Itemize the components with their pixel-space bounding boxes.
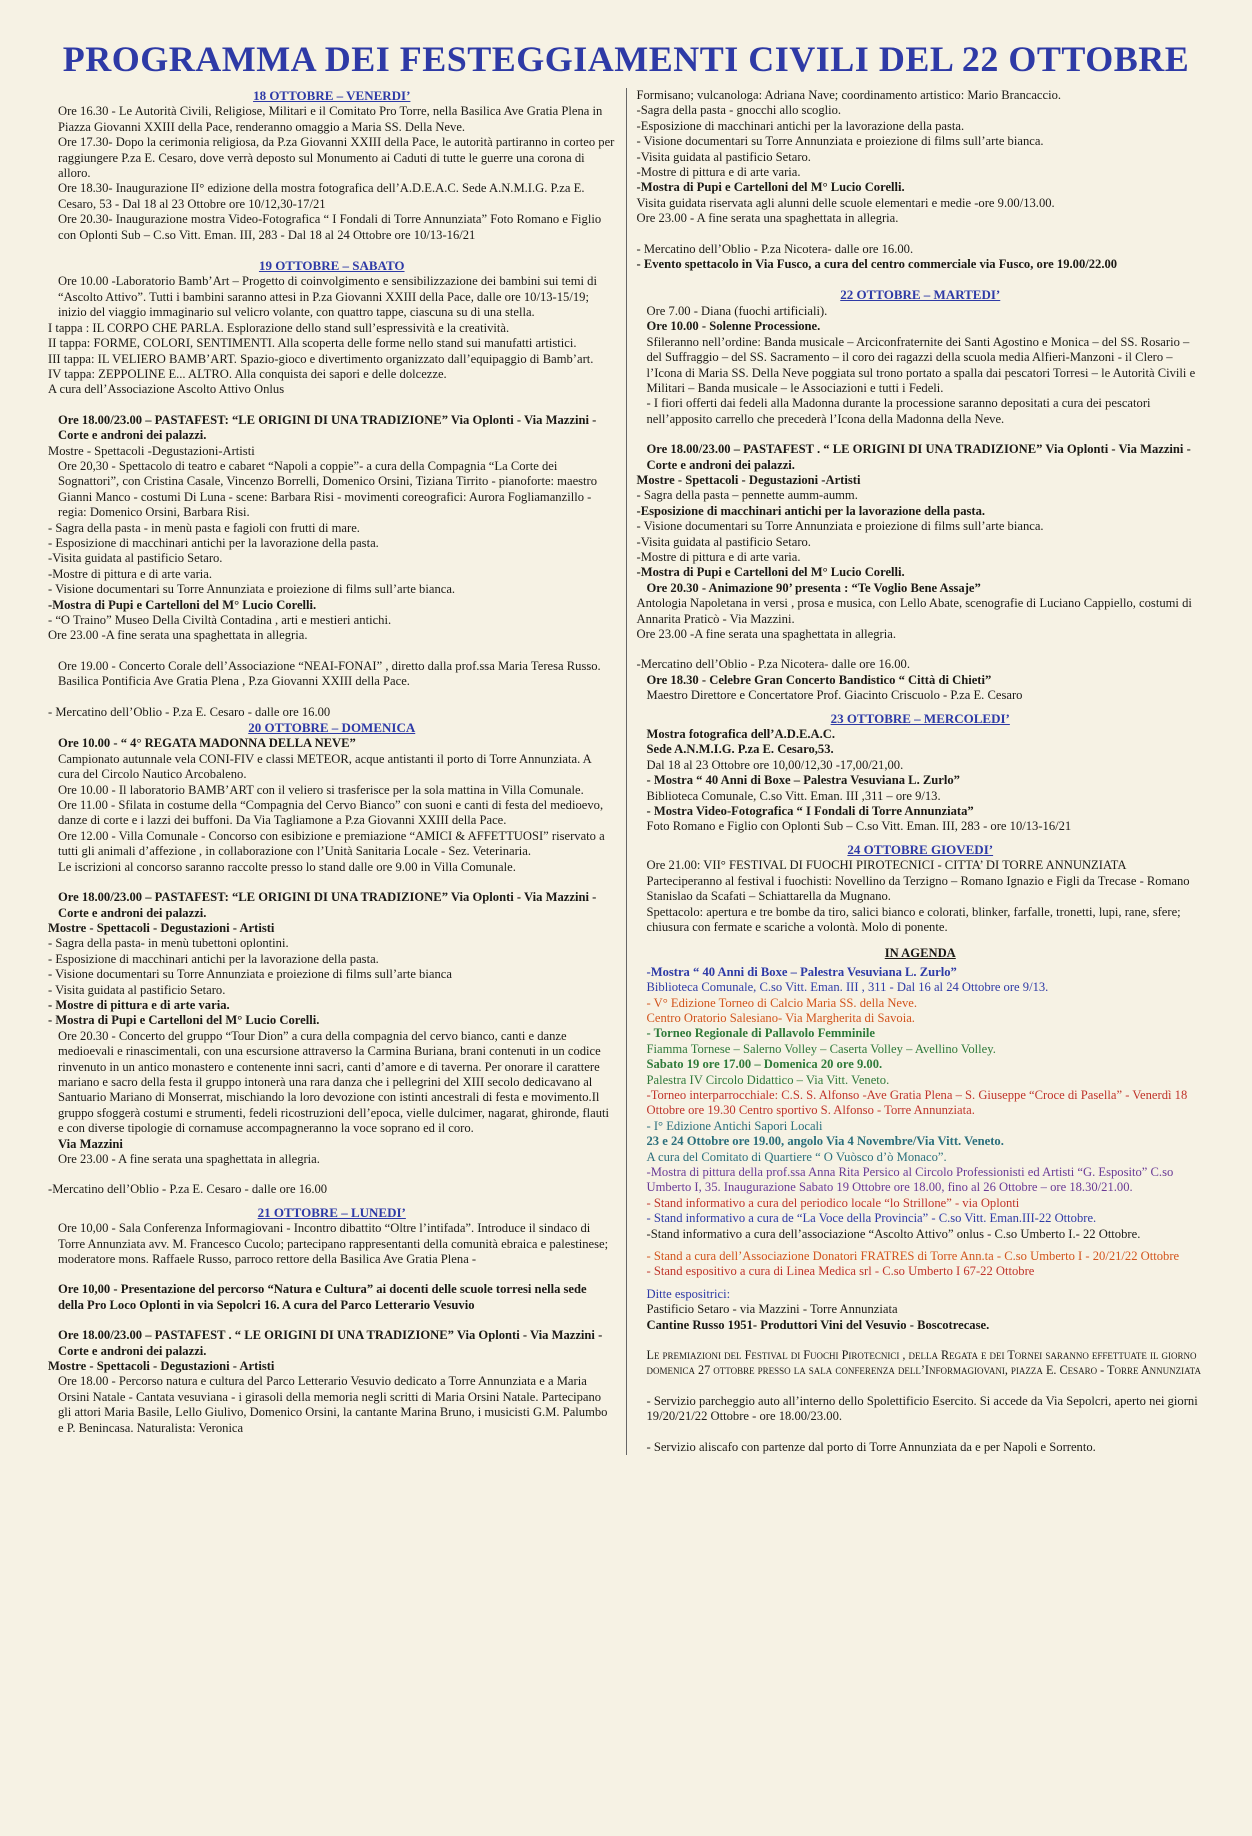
item: Parteciperanno al festival i fuochisti: Novellino da Terzigno – Romano Ignazio e Figli da Trecase - Romano Stanislao da Scafati – Schiattarella da Mugnano. xyxy=(646,873,1190,904)
agenda-stand-linea-medica: - Stand espositivo a cura di Linea Medica srl - C.so Umberto I 67-22 Ottobre xyxy=(646,1264,1035,1279)
day-heading-23: 23 OTTOBRE – MERCOLEDI’ xyxy=(830,710,1010,726)
item: - Mostra “ 40 Anni di Boxe – Palestra Vesuviana L. Zurlo” xyxy=(646,773,960,788)
premiazioni-note: Le premiazioni del Festival di Fuochi Pirotecnici , della Regata e dei Tornei saranno effettuate il giorno domenica 27 ottobre presso la sala conferenza dell’Informagiovani, piazza E. Cesaro - Torre Annunziata xyxy=(646,1348,1201,1378)
agenda-torneo-interparrocchiale: -Torneo interparrocchiale: C.S. S. Alfonso -Ave Gratia Plena – S. Giuseppe “Croce di Pasella” - Venerdì 18 Ottobre ore 19.30 Centro sportivo S. Alfonso - Torre Annunziata. xyxy=(646,1087,1188,1118)
aliscafo-note: - Servizio aliscafo con partenze dal porto di Torre Annunziata da e per Napoli e Sorrento. xyxy=(646,1439,1096,1454)
agenda-boxe: -Mostra “ 40 Anni di Boxe – Palestra Vesuviana L. Zurlo” xyxy=(646,964,957,979)
item: Mostre - Spettacoli - Degustazioni - Artisti xyxy=(48,1359,275,1374)
item: Sede A.N.M.I.G. P.za E. Cesaro,53. xyxy=(646,742,834,757)
item: - Sagra della pasta – pennette aumm-aumm. xyxy=(636,488,858,503)
item: - Visione documentari su Torre Annunziata e proiezione di films sull’arte bianca. xyxy=(48,582,456,597)
item: Ore 23.00 -A fine serata una spaghettata in allegria. xyxy=(636,627,896,641)
item: Visita guidata riservata agli alunni delle scuole elementari e medie -ore 9.00/13.00. xyxy=(636,195,1055,210)
item: -Mostra di Pupi e Cartelloni del M° Lucio Corelli. xyxy=(636,565,905,580)
item: - Esposizione di macchinari antichi per la lavorazione della pasta. xyxy=(48,535,379,550)
item: -Mostre di pittura e di arte varia. xyxy=(48,566,213,581)
tappa-3: III tappa: IL VELIERO BAMB’ART. Spazio-gioco e divertimento organizzato dall’equipaggio di Bamb’art. xyxy=(48,351,594,366)
pastafest-20: Ore 18.00/23.00 – PASTAFEST: “LE ORIGINI DI UNA TRADIZIONE” Via Oplonti - Via Mazzini - Corte e androni dei palazzi. xyxy=(58,890,597,920)
item: Sfileranno nell’ordine: Banda musicale – Arciconfraternite dei Santi Agostino e Monica – del SS. Rosario – del Suffraggio – del SS. Sacramento – il coro dei ragazzi della scuola media Alfieri-Manzoni - il Clero – l’Icona di Maria SS. Della Neve poggiata sul trono portato a spalla dai pescatori Torresi – le Autorità Civili e Militari – Banda musicale – le Associazioni e tutti i Fedeli. xyxy=(646,334,1196,395)
ditte-heading: Ditte espositrici: xyxy=(646,1286,731,1301)
event-fuochi: Ore 21.00: VII° FESTIVAL DI FUOCHI PIROTECNICI - CITTA’ DI TORRE ANNUNZIATA xyxy=(646,858,1127,873)
item: Mostre - Spettacoli - Degustazioni -Artisti xyxy=(636,472,861,487)
item: Ore 11.00 - Sfilata in costume della “Compagnia del Cervo Bianco” con suoni e canti di festa del medioevo, danze di corte e i lazzi dei buffoni. Da Via Tagliamone a P.za Giovanni XXIII della Pace. xyxy=(58,798,604,828)
event-bambart: Ore 10.00 -Laboratorio Bamb’Art – Progetto di coinvolgimento e sensibilizzazione dei bambini sui temi di “Ascolto Attivo”. Tutti i bambini saranno attesi in P.za Giovanni XXIII della Pace, dalle ore 10/13-15/19; inizio del viaggio immaginario sul velicro volante, con quattro tappe, ciascuna su di una stella. xyxy=(58,274,597,320)
item: -Mercatino dell’Oblio - P.za Nicotera- dalle ore 16.00. xyxy=(636,657,910,672)
tappa-1: I tappa : IL CORPO CHE PARLA. Esplorazione dello stand sull’espressività e la creatività. xyxy=(48,320,510,335)
parcheggio-note: - Servizio parcheggio auto all’interno dello Spolettificio Esercito. Si accede da Via Sepolcri, aperto nei giorni 19/20/21/22 Ottobre - ore 18.00/23.00. xyxy=(646,1393,1198,1424)
item: Mostra fotografica dell’A.D.E.A.C. xyxy=(646,727,836,742)
event-tour-dion: Ore 20.30 - Concerto del gruppo “Tour Dion” a cura della compagnia del cervo bianco, canti e danze medioevali e rinascimentali, con una escursione attraverso la Carmina Buriana, brani contenuti in un codice rinvenuto in un antico monastero e contenente inni sacri, canti d’amore e di taverna. Per onorare il carattere mariano e sacro della festa il gruppo intonerà una rara danza che i pellegrini del XIII secolo dedicavano al Santuario Mariano di Monserrat, mischiando la loro devozione con istinti ancestrali di festa e movimento.Il gruppo sfoggerà costumi e strumenti, fedeli ricostruzioni dell’epoca, vielle dulcimer, nagarat, ghironde, flauti e con diverse tipologie di cornamuse accompagneranno la voce soprano ed il coro. xyxy=(58,1028,609,1136)
day-heading-21: 21 OTTOBRE – LUNEDI’ xyxy=(257,1204,406,1220)
agenda-boxe-place: Biblioteca Comunale, C.so Vitt. Eman. III , 311 - Dal 16 al 24 Ottobre ore 9/13. xyxy=(646,980,1049,995)
item: -Sagra della pasta - gnocchi allo scoglio. xyxy=(636,103,842,118)
agenda-pallavolo-teams: Fiamma Tornese – Salerno Volley – Caserta Volley – Avellino Volley. xyxy=(646,1041,996,1056)
event-1830: Ore 18.30- Inaugurazione II° edizione della mostra fotografica dell’A.D.E.A.C. Sede A.N.M.I.G. P.za E. Cesaro, 53 - Dal 18 al 23 Ottobre ore 10/12,30-17/21 xyxy=(58,181,585,211)
event-parco-letterario: Ore 18.00 - Percorso natura e cultura del Parco Letterario Vesuvio dedicato a Torre Annunziata e a Maria Orsini Natale - Cantata vesuviana - i girasoli della memoria negli scritti di Maria Orsini Natale. Partecipano gli attori Maria Basile, Lello Giulivo, Domenico Orsini, la cantante Marina Bruno, i musicisti G.M. Palumbo e P. Benincasa. Naturalista: Veronica xyxy=(58,1374,608,1435)
item: Ore 12.00 - Villa Comunale - Concorso con esibizione e premiazione “AMICI & AFFETTUOSI” riservato a tutti gli animali d’affezione , in collaborazione con l’Unità Sanitaria Locale - Sez. Veterinaria. xyxy=(58,828,605,859)
item: Ore 23.00 - A fine serata una spaghettata in allegria. xyxy=(636,211,899,226)
event-1630: Ore 16.30 - Le Autorità Civili, Religiose, Militari e il Comitato Pro Torre, nella Basilica Ave Gratia Plena in Piazza Giovanni XXIII della Pace, renderanno omaggio a Maria SS. Della Neve. xyxy=(58,104,603,134)
item: Spettacolo: apertura e tre bombe da tiro, salici bianco e colorati, blinker, farfalle, tronetti, lupi, rane, sfere; chiusura con fermate e scariche a volontà. Molo di ponente. xyxy=(646,904,1181,934)
item: - Mostra Video-Fotografica “ I Fondali di Torre Annunziata” xyxy=(646,804,974,819)
agenda-stand-voce: - Stand informativo a cura de “La Voce della Provincia” - C.so Vitt. Eman.III-22 Ottobre. xyxy=(646,1211,1097,1226)
agenda-calcio-place: Centro Oratorio Salesiano- Via Margherita di Savoia. xyxy=(646,1010,915,1025)
columns xyxy=(48,88,1204,1455)
item: Via Mazzini xyxy=(58,1136,123,1151)
item: -Visita guidata al pastificio Setaro. xyxy=(636,534,811,549)
agenda-pallavolo-time: Sabato 19 ore 17.00 – Domenica 20 ore 9.00. xyxy=(646,1057,883,1072)
item: Ore 23.00 -A fine serata una spaghettata in allegria. xyxy=(48,628,308,643)
item: Dal 18 al 23 Ottobre ore 10,00/12,30 -17,00/21,00. xyxy=(646,757,904,772)
item: -Visita guidata al pastificio Setaro. xyxy=(48,551,223,566)
item: Basilica Pontificia Ave Gratia Plena , P.za Giovanni XXIII della Pace. xyxy=(58,674,410,689)
item: - “O Traino” Museo Della Civiltà Contadina , arti e mestieri antichi. xyxy=(48,613,392,627)
item: - Mostre di pittura e di arte varia. xyxy=(48,997,230,1012)
tappa-2: II tappa: FORME, COLORI, SENTIMENTI. Alla scoperta delle forme nello stand sui manufatti artistici. xyxy=(48,336,577,351)
item: Le iscrizioni al concorso saranno raccolte presso lo stand dalle ore 9.00 in Villa Comunale. xyxy=(58,859,516,874)
day-heading-22: 22 OTTOBRE – MARTEDI’ xyxy=(840,287,1001,303)
item: - Visita guidata al pastificio Setaro. xyxy=(48,982,226,997)
event-1730: Ore 17.30- Dopo la cerimonia religiosa, da P.za Giovanni XXIII della Pace, le autorità partiranno in corteo per raggiungere P.za E. Cesaro, dove verrà deposto sul Monumento ai Caduti di tutte le guerre una corona di alloro. xyxy=(58,135,615,181)
agenda-heading: IN AGENDA xyxy=(884,946,956,961)
day-heading-18: 18 OTTOBRE – VENERDI’ xyxy=(253,88,411,103)
item: Biblioteca Comunale, C.so Vitt. Eman. III ,311 – ore 9/13. xyxy=(646,788,941,803)
day-heading-20: 20 OTTOBRE – DOMENICA xyxy=(248,720,416,736)
left-column xyxy=(48,88,627,1455)
bambart-credit: A cura dell’Associazione Ascolto Attivo Onlus xyxy=(48,382,285,397)
day-heading-19: 19 OTTOBRE – SABATO xyxy=(258,258,405,274)
item: - Sagra della pasta - in menù pasta e fagioli con frutti di mare. xyxy=(48,520,360,535)
right-column xyxy=(627,88,1205,1455)
item: -Visita guidata al pastificio Setaro. xyxy=(636,149,811,164)
item: Mostre - Spettacoli - Degustazioni - Artisti xyxy=(48,920,275,935)
item: Foto Romano e Figlio con Oplonti Sub – C.so Vitt. Eman. III, 283 - ore 10/13-16/21 xyxy=(646,819,1072,834)
agenda-pallavolo-place: Palestra IV Circolo Didattico – Via Vitt. Veneto. xyxy=(646,1072,890,1087)
agenda-antichi-sapori-time: 23 e 24 Ottobre ore 19.00, angolo Via 4 Novembre/Via Vitt. Veneto. xyxy=(646,1134,1004,1149)
event-2030: Ore 20.30- Inaugurazione mostra Video-Fotografica “ I Fondali di Torre Annunziata” Foto Romano e Figlio con Oplonti Sub – C.so Vitt. Eman. III, 283 - Dal 18 al 24 Ottobre ore 10/13-16/21 xyxy=(58,212,602,242)
event-processione: Ore 10.00 - Solenne Processione. xyxy=(646,319,821,334)
pastafest-19-sub: Mostre - Spettacoli -Degustazioni-Artisti xyxy=(48,443,255,458)
event-concerto-bandistico: Ore 18.30 - Celebre Gran Concerto Bandistico “ Città di Chieti” xyxy=(646,672,992,687)
item: -Mostra di Pupi e Cartelloni del M° Lucio Corelli. xyxy=(48,597,317,612)
item: - Esposizione di macchinari antichi per la lavorazione della pasta. xyxy=(48,951,379,966)
item: - Visione documentari su Torre Annunziata e proiezione di films sull’arte bianca xyxy=(48,967,452,982)
item: - Mercatino dell’Oblio - P.za Nicotera- dalle ore 16.00. xyxy=(636,241,914,256)
tappa-4: IV tappa: ZEPPOLINE E... ALTRO. Alla conquista dei sapori e delle dolcezze. xyxy=(48,366,447,381)
item: - I fiori offerti dai fedeli alla Madonna durante la processione saranno depositati a cura dei pescatori nell’apposito carrello che precederà l’Icona della Madonna della Neve. xyxy=(646,396,1151,426)
item: -Mostre di pittura e di arte varia. xyxy=(636,165,801,180)
agenda-antichi-sapori-credit: A cura del Comitato di Quartiere “ O Vuòsco d’ò Monaco”. xyxy=(646,1149,947,1164)
event-animazione-90: Ore 20.30 - Animazione 90’ presenta : “Te Voglio Bene Assaje” xyxy=(646,580,981,595)
item: Ore 10.00 - Il laboratorio BAMB’ART con il veliero si trasferisce per la sola mattina in Villa Comunale. xyxy=(58,782,584,797)
day-heading-24: 24 OTTOBRE GIOVEDI’ xyxy=(847,841,994,857)
ditta-setaro: Pastificio Setaro - via Mazzini - Torre Annunziata xyxy=(646,1302,898,1317)
item: - Visione documentari su Torre Annunziata e proiezione di films sull’arte bianca. xyxy=(636,134,1044,149)
agenda-stand-fratres: - Stand a cura dell’Associazione Donatori FRATRES di Torre Ann.ta - C.so Umberto I - 20/21/22 Ottobre xyxy=(646,1249,1180,1264)
event-regata: Ore 10.00 - “ 4° REGATA MADONNA DELLA NEVE” xyxy=(58,736,356,751)
item: -Esposizione di macchinari antichi per la lavorazione della pasta. xyxy=(636,118,965,133)
item: - Evento spettacolo in Via Fusco, a cura del centro commerciale via Fusco, ore 19.00/22.00 xyxy=(636,257,1118,272)
item: Ore 23.00 - A fine serata una spaghettata in allegria. xyxy=(58,1152,320,1166)
event-napoli-a-coppie: Ore 20,30 - Spettacolo di teatro e cabaret “Napoli a coppie”- a cura della Compagnia “La Corte dei Sognattori”, con Cristina Casale, Vincenzo Borrelli, Domenico Orsini, Tiziana Tirrito - pianoforte: maestro Gianni Manco - costumi Di Luna - scene: Barbara Risi - movimenti coreografici: Aurora Fogliamanzillo - regia: Domenico Orsini, Barbara Risi. xyxy=(58,458,598,520)
event-natura-cultura: Ore 10,00 - Presentazione del percorso “Natura e Cultura” ai docenti delle scuole torresi nella sede della Pro Loco Oplonti in via Sepolcri 16. A cura del Parco Letterario Vesuvio xyxy=(58,1282,587,1312)
item: -Esposizione di macchinari antichi per la lavorazione della pasta. xyxy=(636,503,986,518)
item: -Mercatino dell’Oblio - P.za E. Cesaro - dalle ore 16.00 xyxy=(48,1182,328,1197)
item: - Visione documentari su Torre Annunziata e proiezione di films sull’arte bianca. xyxy=(636,519,1044,534)
item: Campionato autunnale vela CONI-FIV e classi METEOR, acque antistanti il porto di Torre Annunziata. A cura del Circolo Nautico Arcobaleno. xyxy=(58,751,592,782)
item: -Mostra di Pupi e Cartelloni del M° Lucio Corelli. xyxy=(636,180,905,195)
item: - Mostra di Pupi e Cartelloni del M° Lucio Corelli. xyxy=(48,1013,320,1028)
ditta-russo: Cantine Russo 1951- Produttori Vini del Vesuvio - Boscotrecase. xyxy=(646,1317,990,1332)
page-title: PROGRAMMA DEI FESTEGGIAMENTI CIVILI DEL 22 OTTOBRE xyxy=(62,39,1190,79)
item: Antologia Napoletana in versi , prosa e musica, con Lello Abate, scenografie di Luciano Cappiello, costumi di Annarita Praticò - Via Mazzini. xyxy=(636,596,1192,626)
event-oltre-intifada: Ore 10,00 - Sala Conferenza Informagiovani - Incontro dibattito “Oltre l’intifada”. Introduce il sindaco di Torre Annunziata avv. M. Francesco Cucolo; partecipano rappresentanti della comunità ebraica e palestinese; moderatore mons. Raffaele Russo, parroco rettore della Basilica Ave Gratia Plena - xyxy=(58,1221,609,1267)
pastafest-21: Ore 18.00/23.00 – PASTAFEST . “ LE ORIGINI DI UNA TRADIZIONE” Via Oplonti - Via Mazzini - Corte e androni dei palazzi. xyxy=(58,1328,603,1358)
agenda-stand-ascolto: -Stand informativo a cura dell’associazione “Ascolto Attivo” onlus - C.so Umberto I.- 22 Ottobre. xyxy=(646,1226,1141,1241)
agenda-stand-strillone: - Stand informativo a cura del periodico locale “lo Strillone” - via Oplonti xyxy=(646,1195,1020,1210)
event-concerto-corale: Ore 19.00 - Concerto Corale dell’Associazione “NEAI-FONAI” , diretto dalla prof.ssa Maria Teresa Russo. xyxy=(58,658,601,673)
agenda-pallavolo: - Torneo Regionale di Pallavolo Femminile xyxy=(646,1026,875,1041)
pastafest-19: Ore 18.00/23.00 – PASTAFEST: “LE ORIGINI DI UNA TRADIZIONE” Via Oplonti - Via Mazzini - Corte e androni dei palazzi. xyxy=(58,412,597,443)
agenda-mostra-pittura: -Mostra di pittura della prof.ssa Anna Rita Persico al Circolo Professionisti ed Artisti “G. Esposito” C.so Umberto I, 35. Inaugurazione Sabato 19 Ottobre ore 18.00, fino al 26 Ottobre – ore 18.30/21.00. xyxy=(646,1165,1174,1195)
agenda-calcio: - V° Edizione Torneo di Calcio Maria SS. della Neve. xyxy=(646,995,918,1010)
pastafest-22: Ore 18.00/23.00 – PASTAFEST . “ LE ORIGINI DI UNA TRADIZIONE” Via Oplonti - Via Mazzini - Corte e androni dei palazzi. xyxy=(646,442,1191,472)
item: - Sagra della pasta- in menù tubettoni oplontini. xyxy=(48,936,289,951)
item: -Mostre di pittura e di arte varia. xyxy=(636,549,801,564)
event-diana: Ore 7.00 - Diana (fuochi artificiali). xyxy=(646,303,828,318)
item: - Mercatino dell’Oblio - P.za E. Cesaro - dalle ore 16.00 xyxy=(48,704,331,719)
item: Maestro Direttore e Concertatore Prof. Giacinto Criscuolo - P.za E. Cesaro xyxy=(646,688,1023,703)
agenda-antichi-sapori: - I° Edizione Antichi Sapori Locali xyxy=(646,1118,823,1133)
item: Formisano; vulcanologa: Adriana Nave; coordinamento artistico: Mario Brancaccio. xyxy=(636,88,1062,102)
